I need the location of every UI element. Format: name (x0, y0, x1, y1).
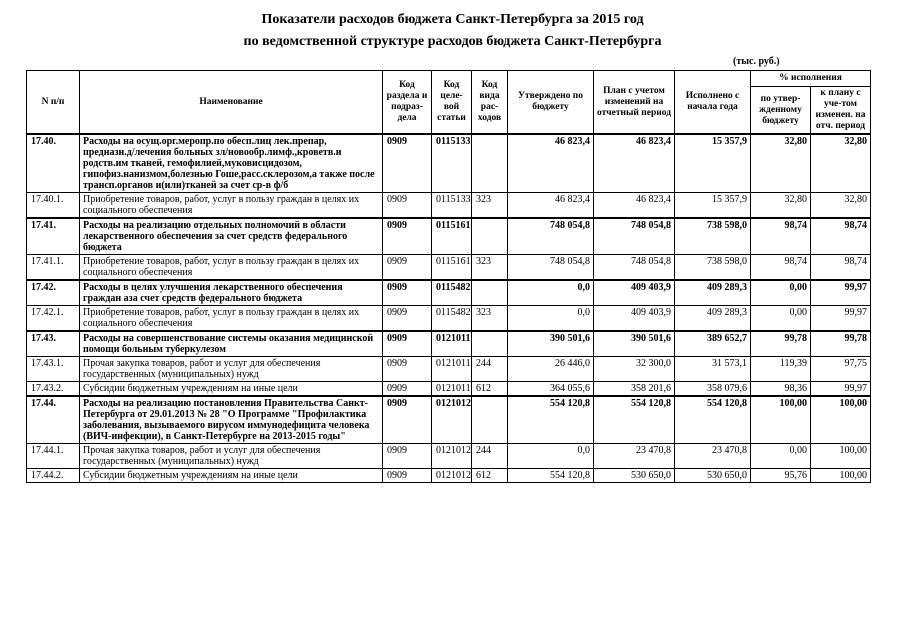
row-approved: 26 446,0 (508, 357, 594, 382)
row-type-code (472, 331, 508, 357)
table-row (27, 255, 871, 281)
row-approved: 748 054,8 (508, 218, 594, 255)
row-executed: 409 289,3 (675, 280, 751, 306)
col-plan-header: План с учетом изменений на отчетный период (594, 71, 675, 135)
row-section-code: 0909 (383, 218, 432, 255)
row-number: 17.40.1. (27, 193, 80, 219)
row-article-code: 0115133 (432, 193, 472, 219)
row-type-code: 612 (472, 469, 508, 483)
row-article-code: 0115161 (432, 218, 472, 255)
row-type-code (472, 218, 508, 255)
row-name: Приобретение товаров, работ, услуг в пользу граждан в целях их социального обеспечения (80, 255, 383, 281)
row-section-code: 0909 (383, 469, 432, 483)
row-section-code: 0909 (383, 280, 432, 306)
row-name: Расходы на реализацию постановления Правительства Санкт-Петербурга от 29.01.2013 № 28 "О Программе "Профилактика заболевания, вызываемого вирусом иммунодефицита человека (ВИЧ-инфекции), в Санкт-Петербурге на 2013-2015 годы" (80, 396, 383, 444)
row-pct-approved: 119,39 (751, 357, 811, 382)
row-executed: 530 650,0 (675, 469, 751, 483)
row-section-code: 0909 (383, 255, 432, 281)
row-pct-approved: 95,76 (751, 469, 811, 483)
report-title-line-1: Показатели расходов бюджета Санкт-Петербурга за 2015 год (261, 12, 644, 27)
table-row (27, 331, 871, 357)
row-executed: 409 289,3 (675, 306, 751, 332)
row-plan: 23 470,8 (594, 444, 675, 469)
table-row (27, 280, 871, 306)
row-pct-plan: 99,97 (811, 382, 871, 397)
row-plan: 409 403,9 (594, 280, 675, 306)
row-pct-approved: 100,00 (751, 396, 811, 444)
row-executed: 389 652,7 (675, 331, 751, 357)
row-executed: 31 573,1 (675, 357, 751, 382)
row-name: Расходы на реализацию отдельных полномочий в области лекарственного обеспечения за счет средств федерального бюджета (80, 218, 383, 255)
row-name: Расходы на осущ.орг.меропр.по обесп.лиц лек.препар, предназн.д/лечения больных зл/новообр.лимф.,кроветв.и родств.им тканей, гемофилией,муковисцидозом, гипофиз.нанизмом,болезнью Гоше,расс.склерозом,а также после трансп.органов и(или)тканей за счет ср-в ф/б (80, 134, 383, 193)
table-row (27, 444, 871, 469)
row-article-code: 0121012 (432, 469, 472, 483)
row-section-code: 0909 (383, 357, 432, 382)
row-type-code (472, 396, 508, 444)
row-number: 17.40. (27, 134, 80, 193)
row-section-code: 0909 (383, 382, 432, 397)
row-section-code: 0909 (383, 331, 432, 357)
table-row (27, 382, 871, 397)
row-type-code (472, 134, 508, 193)
row-number: 17.42. (27, 280, 80, 306)
row-pct-plan: 100,00 (811, 444, 871, 469)
row-type-code: 244 (472, 357, 508, 382)
row-type-code: 323 (472, 255, 508, 281)
col-type-header: Код вида рас-ходов (472, 71, 508, 135)
row-type-code (472, 280, 508, 306)
row-plan: 32 300,0 (594, 357, 675, 382)
row-approved: 0,0 (508, 306, 594, 332)
row-approved: 748 054,8 (508, 255, 594, 281)
row-approved: 364 055,6 (508, 382, 594, 397)
row-type-code: 323 (472, 193, 508, 219)
units-label: (тыс. руб.) (733, 56, 780, 67)
budget-table (26, 70, 871, 483)
row-type-code: 323 (472, 306, 508, 332)
row-article-code: 0115133 (432, 134, 472, 193)
col-pct-approved-header: по утвер-жденному бюджету (751, 87, 811, 135)
row-number: 17.43.1. (27, 357, 80, 382)
table-row (27, 357, 871, 382)
row-article-code: 0121011 (432, 331, 472, 357)
row-plan: 46 823,4 (594, 134, 675, 193)
row-name: Субсидии бюджетным учреждениям на иные цели (80, 382, 383, 397)
col-executed-header: Исполнено с начала года (675, 71, 751, 135)
col-section-header: Код раздела и подраз-дела (383, 71, 432, 135)
row-name: Приобретение товаров, работ, услуг в пользу граждан в целях их социального обеспечения (80, 306, 383, 332)
col-approved-header: Утверждено по бюджету (508, 71, 594, 135)
table-row (27, 193, 871, 219)
row-plan: 554 120,8 (594, 396, 675, 444)
row-number: 17.44.2. (27, 469, 80, 483)
row-pct-plan: 100,00 (811, 469, 871, 483)
row-name: Субсидии бюджетным учреждениям на иные цели (80, 469, 383, 483)
row-name: Прочая закупка товаров, работ и услуг для обеспечения государственных (муниципальных) нужд (80, 444, 383, 469)
table-row (27, 306, 871, 332)
row-pct-approved: 99,78 (751, 331, 811, 357)
row-approved: 554 120,8 (508, 469, 594, 483)
row-plan: 358 201,6 (594, 382, 675, 397)
row-approved: 0,0 (508, 280, 594, 306)
table-body (27, 134, 871, 483)
row-type-code: 612 (472, 382, 508, 397)
row-number: 17.41. (27, 218, 80, 255)
table-row (27, 396, 871, 444)
row-number: 17.43. (27, 331, 80, 357)
row-executed: 358 079,6 (675, 382, 751, 397)
row-article-code: 0121012 (432, 396, 472, 444)
row-section-code: 0909 (383, 444, 432, 469)
row-executed: 15 357,9 (675, 134, 751, 193)
row-number: 17.41.1. (27, 255, 80, 281)
row-approved: 0,0 (508, 444, 594, 469)
row-plan: 530 650,0 (594, 469, 675, 483)
row-pct-approved: 98,36 (751, 382, 811, 397)
col-name-header: Наименование (80, 71, 383, 135)
row-section-code: 0909 (383, 134, 432, 193)
row-name: Расходы в целях улучшения лекарственного обеспечения граждан аза счет средств федерального бюджета (80, 280, 383, 306)
row-pct-approved: 0,00 (751, 306, 811, 332)
row-name: Расходы на совершенствование системы оказания медицинской помощи больным туберкулезом (80, 331, 383, 357)
table-row (27, 218, 871, 255)
row-article-code: 0115161 (432, 255, 472, 281)
row-pct-approved: 98,74 (751, 255, 811, 281)
col-pct-group-header: % исполнения (751, 71, 871, 87)
row-approved: 390 501,6 (508, 331, 594, 357)
table-row (27, 134, 871, 193)
row-number: 17.43.2. (27, 382, 80, 397)
row-section-code: 0909 (383, 396, 432, 444)
row-article-code: 0115482 (432, 306, 472, 332)
row-article-code: 0115482 (432, 280, 472, 306)
row-pct-approved: 0,00 (751, 280, 811, 306)
row-plan: 409 403,9 (594, 306, 675, 332)
row-name: Приобретение товаров, работ, услуг в пользу граждан в целях их социального обеспечения (80, 193, 383, 219)
row-pct-plan: 99,78 (811, 331, 871, 357)
row-pct-plan: 32,80 (811, 134, 871, 193)
row-approved: 46 823,4 (508, 134, 594, 193)
row-section-code: 0909 (383, 193, 432, 219)
row-type-code: 244 (472, 444, 508, 469)
row-executed: 738 598,0 (675, 218, 751, 255)
row-number: 17.44. (27, 396, 80, 444)
row-plan: 46 823,4 (594, 193, 675, 219)
row-plan: 748 054,8 (594, 255, 675, 281)
row-pct-plan: 99,97 (811, 306, 871, 332)
row-pct-plan: 98,74 (811, 255, 871, 281)
table-row (27, 469, 871, 483)
row-approved: 46 823,4 (508, 193, 594, 219)
row-pct-approved: 98,74 (751, 218, 811, 255)
row-plan: 390 501,6 (594, 331, 675, 357)
report-title-line-2: по ведомственной структуре расходов бюджета Санкт-Петербурга (243, 34, 662, 49)
row-name: Прочая закупка товаров, работ и услуг для обеспечения государственных (муниципальных) нужд (80, 357, 383, 382)
row-pct-approved: 32,80 (751, 134, 811, 193)
row-pct-approved: 32,80 (751, 193, 811, 219)
row-executed: 15 357,9 (675, 193, 751, 219)
row-executed: 23 470,8 (675, 444, 751, 469)
row-number: 17.44.1. (27, 444, 80, 469)
row-pct-plan: 99,97 (811, 280, 871, 306)
col-pct-plan-header: к плану с уче-том изменен. на отч. период (811, 87, 871, 135)
row-executed: 554 120,8 (675, 396, 751, 444)
row-pct-approved: 0,00 (751, 444, 811, 469)
col-num-header: N п/п (27, 71, 80, 135)
row-article-code: 0121011 (432, 382, 472, 397)
row-pct-plan: 98,74 (811, 218, 871, 255)
row-plan: 748 054,8 (594, 218, 675, 255)
row-approved: 554 120,8 (508, 396, 594, 444)
row-executed: 738 598,0 (675, 255, 751, 281)
row-article-code: 0121011 (432, 357, 472, 382)
row-number: 17.42.1. (27, 306, 80, 332)
row-article-code: 0121012 (432, 444, 472, 469)
row-pct-plan: 32,80 (811, 193, 871, 219)
row-pct-plan: 97,75 (811, 357, 871, 382)
row-section-code: 0909 (383, 306, 432, 332)
col-article-header: Код целе-вой статьи (432, 71, 472, 135)
row-pct-plan: 100,00 (811, 396, 871, 444)
